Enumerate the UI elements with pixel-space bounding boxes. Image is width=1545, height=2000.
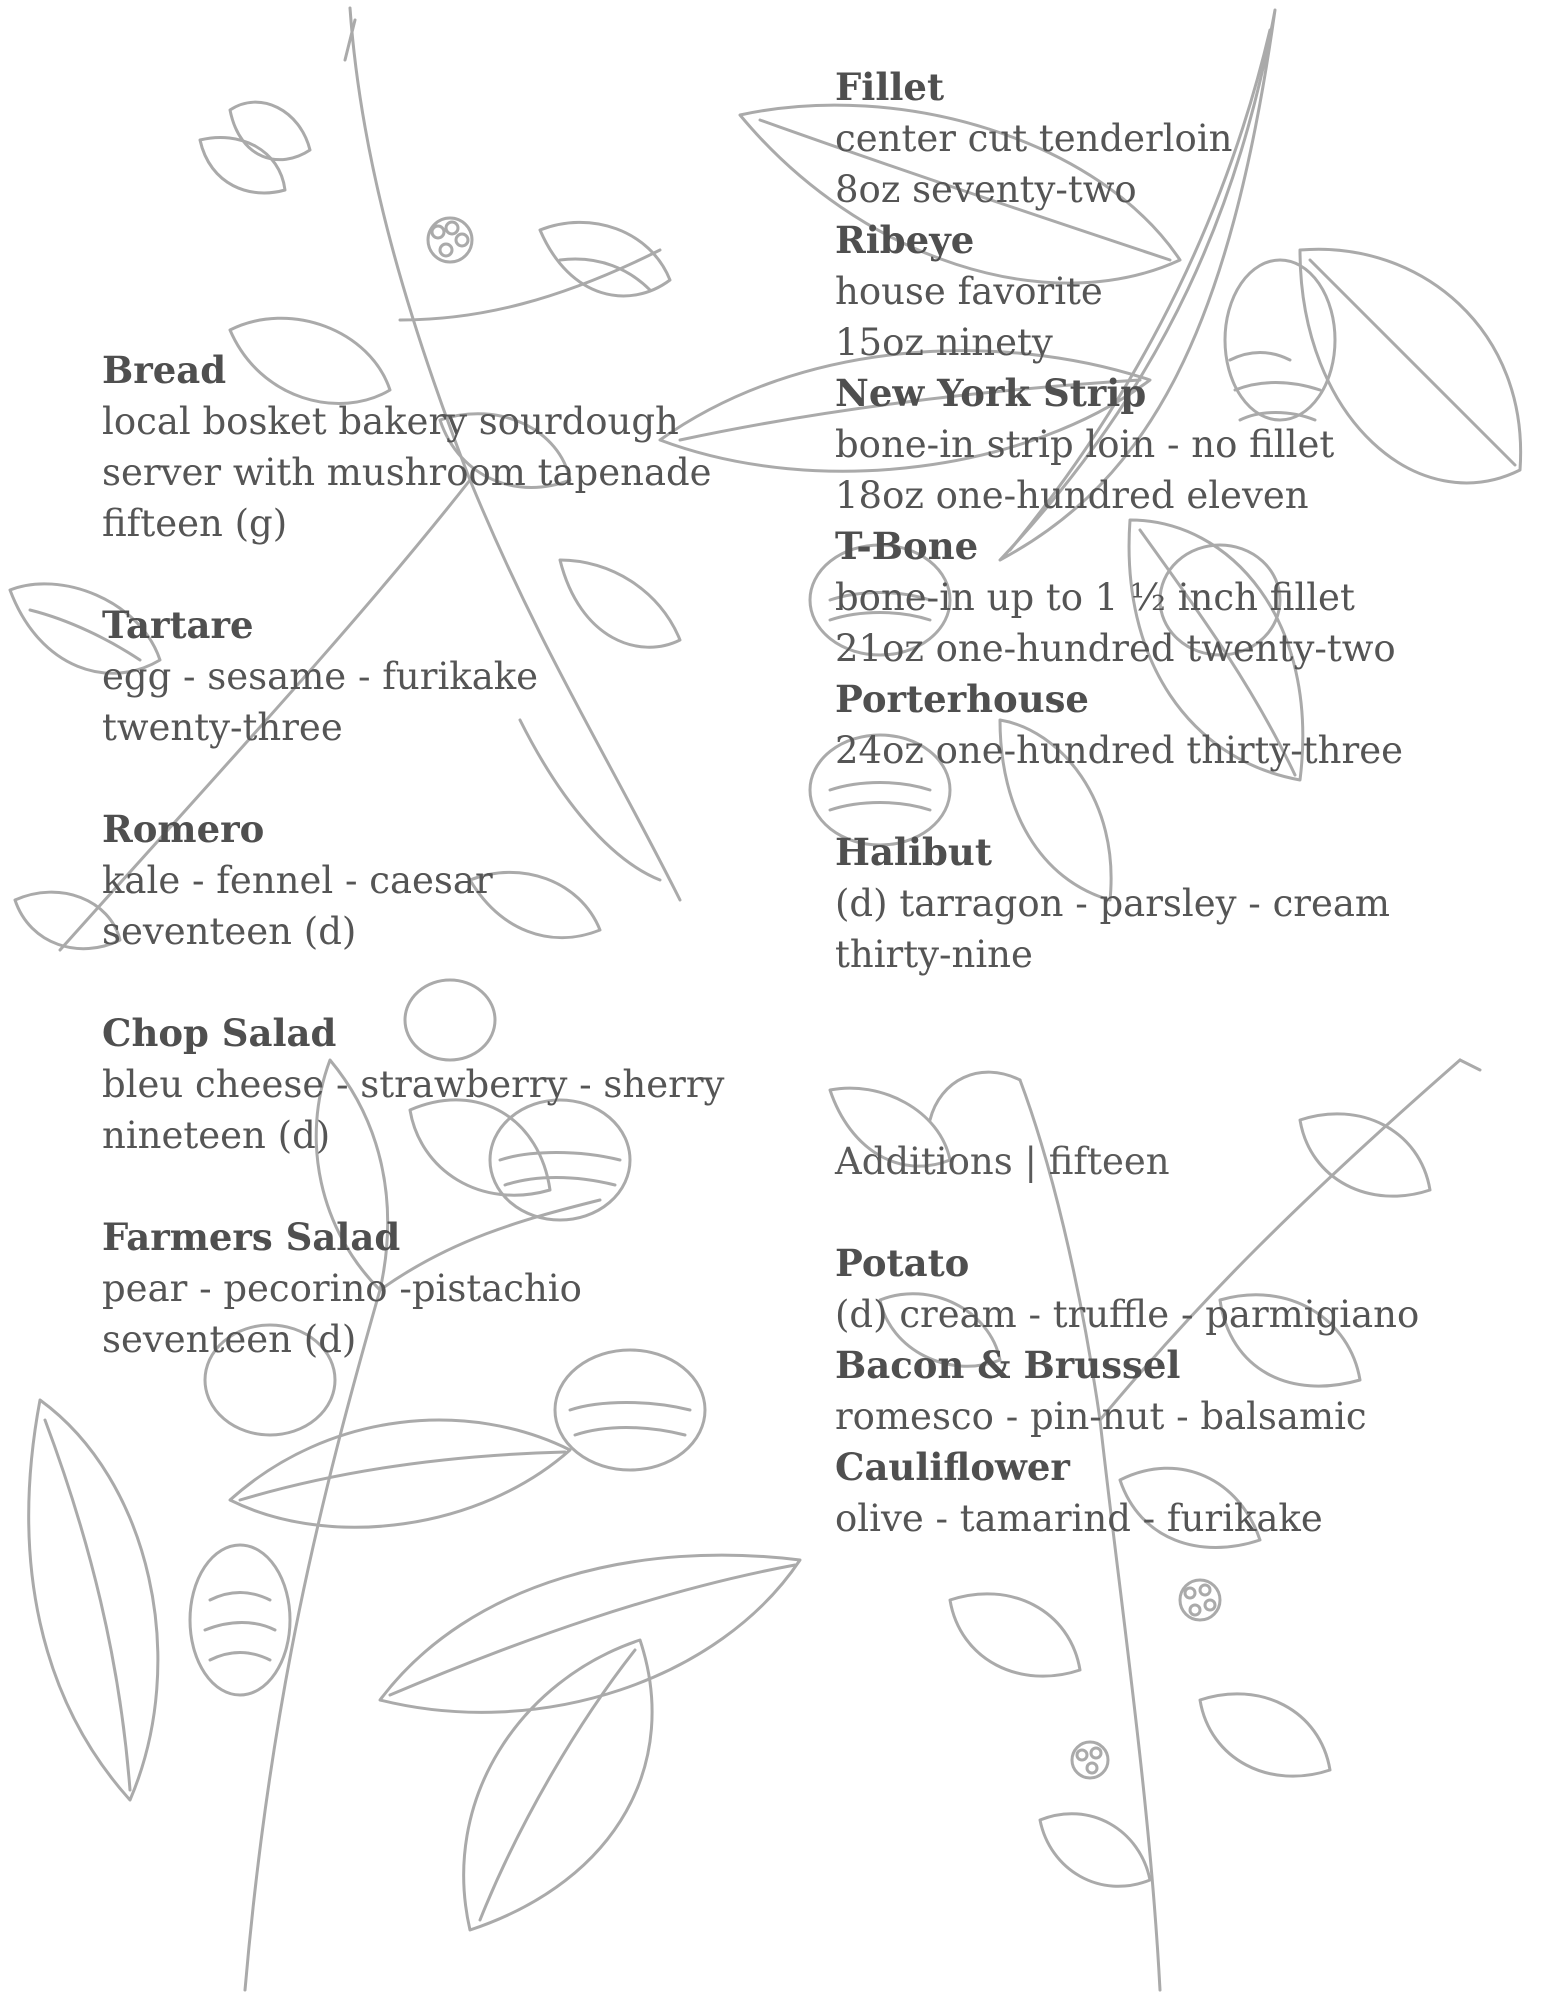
item-name: New York Strip [835, 371, 1147, 415]
item-description: kale - fennel - caesar [102, 859, 493, 902]
spacer [835, 1187, 1515, 1238]
item-price: seventeen (d) [102, 1318, 357, 1361]
spacer [102, 1161, 722, 1212]
item-name: Cauliflower [835, 1445, 1070, 1489]
item-price: fifteen (g) [102, 502, 288, 545]
menu-item-halibut [835, 827, 1515, 980]
item-description: bleu cheese - strawberry - sherry [102, 1063, 725, 1106]
item-description: bone-in up to 1 ½ inch fillet [835, 576, 1355, 619]
menu-item-fillet [835, 62, 1515, 215]
item-description: egg - sesame - furikake [102, 655, 539, 698]
starters-column [102, 345, 725, 1365]
item-description: bone-in strip loin - no fillet [835, 423, 1335, 466]
spacer [102, 549, 722, 600]
additions-header: Additions | fifteen [835, 1140, 1170, 1183]
item-price: 15oz ninety [835, 321, 1053, 364]
item-name: Chop Salad [102, 1011, 337, 1055]
menu-item-porterhouse [835, 674, 1515, 776]
item-price: thirty-nine [835, 933, 1033, 976]
item-name: Ribeye [835, 218, 975, 262]
item-name: Farmers Salad [102, 1215, 401, 1259]
item-description: romesco - pin-nut - balsamic [835, 1395, 1367, 1438]
item-name: Porterhouse [835, 677, 1089, 721]
menu-item-bread [102, 345, 722, 549]
item-description: pear - pecorino -pistachio [102, 1267, 582, 1310]
item-name: Bread [102, 348, 227, 392]
menu-item-ribeye [835, 215, 1515, 368]
item-name: Potato [835, 1241, 970, 1285]
menu-item-bacon-brussel [835, 1340, 1515, 1442]
spacer [835, 776, 1515, 827]
menu-item-cauliflower [835, 1442, 1515, 1544]
item-price: 21oz one-hundred twenty-two [835, 627, 1396, 670]
menu-item-potato [835, 1238, 1515, 1340]
item-price: twenty-three [102, 706, 343, 749]
item-description: center cut tenderloin [835, 117, 1233, 160]
item-description: local bosket bakery sourdough [102, 400, 679, 443]
additions-section [835, 1136, 1515, 1544]
item-description: server with mushroom tapenade [102, 451, 712, 494]
spacer [102, 957, 722, 1008]
item-name: Fillet [835, 65, 945, 109]
item-name: Bacon & Brussel [835, 1343, 1181, 1387]
item-price: seventeen (d) [102, 910, 357, 953]
item-description: (d) cream - truffle - parmigiano [835, 1293, 1420, 1336]
menu-item-new-york-strip [835, 368, 1515, 521]
item-price: 18oz one-hundred eleven [835, 474, 1309, 517]
item-name: T-Bone [835, 524, 979, 568]
item-price: 8oz seventy-two [835, 168, 1137, 211]
menu-item-chop-salad [102, 1008, 725, 1161]
item-price: nineteen (d) [102, 1114, 331, 1157]
item-description: olive - tamarind - furikake [835, 1497, 1323, 1540]
item-description: house favorite [835, 270, 1103, 313]
item-name: Tartare [102, 603, 254, 647]
menu-item-romero [102, 804, 722, 957]
menu-item-tartare [102, 600, 722, 753]
menu-item-t-bone [835, 521, 1515, 674]
item-price: 24oz one-hundred thirty-three [835, 729, 1403, 772]
mains-column [835, 62, 1515, 980]
item-name: Halibut [835, 830, 992, 874]
spacer [102, 753, 722, 804]
item-name: Romero [102, 807, 265, 851]
menu-item-farmers-salad [102, 1212, 722, 1365]
item-description: (d) tarragon - parsley - cream [835, 882, 1391, 925]
